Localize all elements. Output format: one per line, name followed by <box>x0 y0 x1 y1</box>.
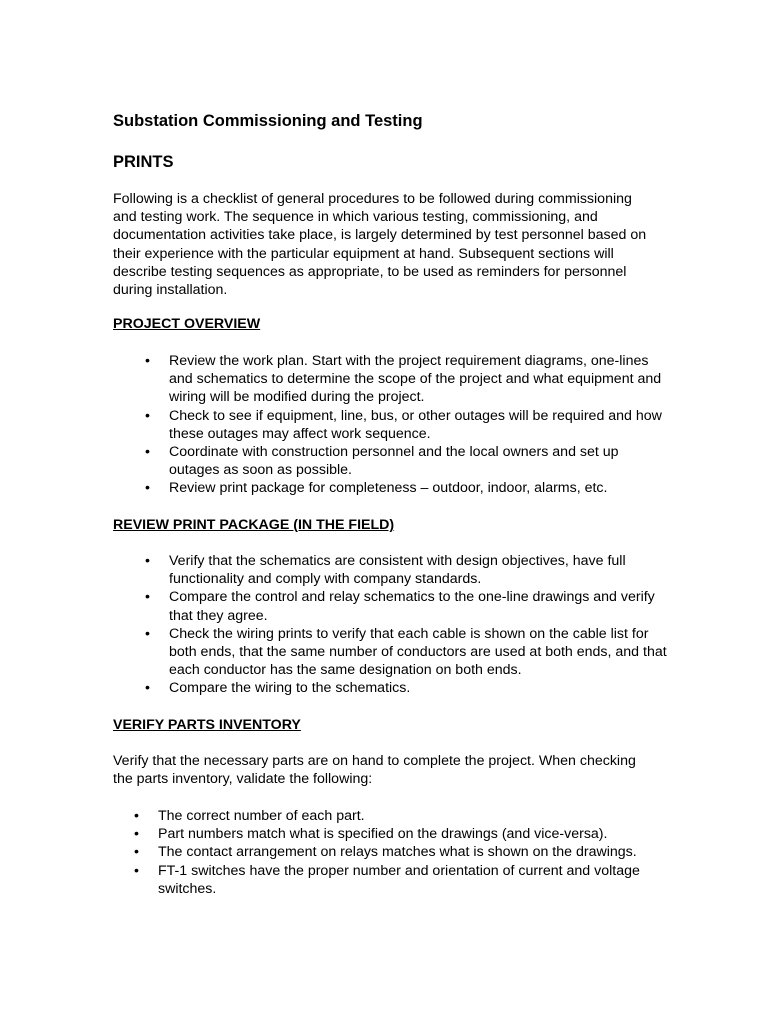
list-item-text: Check to see if equipment, line, bus, or other outages will be required and how these outages may affect work sequence. <box>169 407 662 442</box>
bullet: • <box>134 844 139 861</box>
document-title: Substation Commissioning and Testing <box>113 112 423 130</box>
list-item <box>134 843 678 861</box>
section-heading-verify-parts-inventory: VERIFY PARTS INVENTORY <box>113 717 301 733</box>
list-item <box>134 825 678 843</box>
list-item <box>145 443 669 479</box>
list-item <box>145 352 669 407</box>
document-subtitle: PRINTS <box>113 153 174 171</box>
list-item <box>134 862 678 898</box>
bullet: • <box>134 826 139 843</box>
list-item-text: Compare the control and relay schematics to the one-line drawings and verify that they agree. <box>169 589 655 624</box>
bullet: • <box>145 625 150 642</box>
list-item-text: The correct number of each part. <box>158 808 365 824</box>
list-item <box>145 407 669 443</box>
bullet: • <box>145 444 150 461</box>
bullet: • <box>145 589 150 606</box>
project-overview-list <box>145 352 669 498</box>
bullet: • <box>134 808 139 824</box>
bullet: • <box>145 553 150 569</box>
list-item <box>145 479 669 497</box>
inventory-intro-paragraph: Verify that the necessary parts are on hand to complete the project. When checking the parts inventory, validate the following: <box>113 753 636 788</box>
list-item-text: The contact arrangement on relays matches what is shown on the drawings. <box>158 844 637 861</box>
list-item <box>145 552 669 588</box>
section-heading-review-print-package: REVIEW PRINT PACKAGE (IN THE FIELD) <box>113 517 395 533</box>
bullet: • <box>145 407 150 424</box>
list-item <box>145 679 669 697</box>
list-item-text: Check the wiring prints to verify that each cable is shown on the cable list for both ends, that the same number of conductors are used at both ends, and that each conductor has the same designation on both ends. <box>169 625 667 679</box>
list-item-text: Review the work plan. Start with the project requirement diagrams, one-lines and schematics to determine the scope of the project and what equipment and wiring will be modified during the project. <box>169 353 662 406</box>
list-item <box>145 625 669 680</box>
list-item-text: Part numbers match what is specified on the drawings (and vice-versa). <box>158 826 608 843</box>
list-item <box>134 807 678 825</box>
bullet: • <box>145 480 150 497</box>
review-print-package-list <box>145 552 669 698</box>
parts-inventory-list <box>134 807 678 898</box>
bullet: • <box>145 353 150 369</box>
intro-paragraph: Following is a checklist of general procedures to be followed during commissioning and testing work. The sequence in which various testing, commissioning, and documentation activities take place, is largely determined by test personnel based on their experience with the particular equipment at hand. Subsequent sections will describe testing sequences as appropriate, to be used as reminders for personnel during installation. <box>113 191 647 299</box>
list-item <box>145 588 669 624</box>
bullet: • <box>145 680 150 697</box>
bullet: • <box>134 862 139 879</box>
list-item-text: Coordinate with construction personnel and the local owners and set up outages as soon as possible. <box>169 444 619 479</box>
list-item-text: Verify that the schematics are consistent with design objectives, have full functionality and comply with company standards. <box>169 553 626 588</box>
list-item-text: FT-1 switches have the proper number and orientation of current and voltage switches. <box>158 862 640 897</box>
section-heading-project-overview: PROJECT OVERVIEW <box>113 316 261 332</box>
list-item-text: Review print package for completeness – outdoor, indoor, alarms, etc. <box>169 480 608 497</box>
list-item-text: Compare the wiring to the schematics. <box>169 680 411 697</box>
